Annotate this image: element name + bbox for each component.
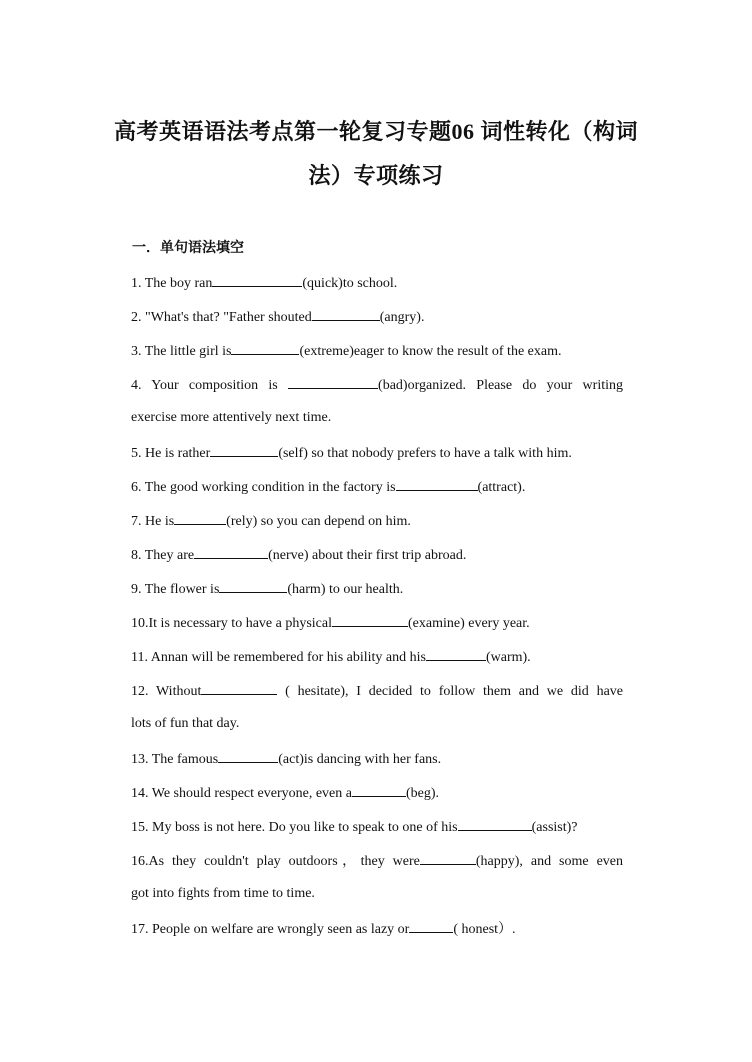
question-hint: (assist)? bbox=[531, 820, 578, 835]
question-hint: (warm). bbox=[485, 650, 531, 665]
question-hint: (happy), and some even bbox=[475, 854, 623, 869]
answer-blank[interactable] bbox=[231, 340, 299, 355]
document-title-line-2: 法）专项练习 bbox=[308, 163, 444, 188]
answer-blank[interactable] bbox=[218, 748, 278, 763]
question-text: 14. We should respect everyone, even a bbox=[131, 786, 352, 801]
question-text: 5. He is rather bbox=[131, 446, 211, 461]
question-10 bbox=[131, 612, 623, 634]
question-hint: (extreme)eager to know the result of the exam. bbox=[299, 344, 562, 359]
question-hint: ( honest）. bbox=[453, 922, 516, 937]
question-text: 16.As they couldn't play outdoors，they were bbox=[131, 854, 420, 869]
question-hint: (examine) every year. bbox=[408, 616, 530, 631]
section-heading: 一．单句语法填空 bbox=[132, 240, 244, 256]
question-text: 15. My boss is not here. Do you like to speak to one of his bbox=[131, 820, 458, 835]
answer-blank[interactable] bbox=[174, 510, 226, 525]
question-text: 4. Your composition is bbox=[131, 378, 289, 393]
question-hint: (angry). bbox=[379, 310, 425, 325]
question-8 bbox=[131, 544, 623, 566]
question-1 bbox=[131, 272, 623, 294]
question-text: 6. The good working condition in the factory is bbox=[131, 480, 396, 495]
question-6 bbox=[131, 476, 623, 498]
question-9 bbox=[131, 578, 623, 600]
question-17 bbox=[131, 918, 623, 940]
question-12-continued: lots of fun that day. bbox=[131, 716, 240, 731]
answer-blank[interactable] bbox=[210, 442, 278, 457]
question-hint: (act)is dancing with her fans. bbox=[278, 752, 442, 767]
answer-blank[interactable] bbox=[420, 850, 476, 865]
question-hint: (beg). bbox=[405, 786, 440, 801]
answer-blank[interactable] bbox=[219, 578, 287, 593]
question-text: 7. He is bbox=[131, 514, 175, 529]
question-text: 12. Without bbox=[131, 684, 202, 699]
question-12 bbox=[131, 680, 623, 702]
question-hint: (quick)to school. bbox=[302, 276, 398, 291]
question-text: 9. The flower is bbox=[131, 582, 220, 597]
question-text: 1. The boy ran bbox=[131, 276, 213, 291]
question-text: 10.It is necessary to have a physical bbox=[131, 616, 332, 631]
question-11 bbox=[131, 646, 623, 668]
question-hint: (nerve) about their first trip abroad. bbox=[268, 548, 467, 563]
question-16-continued: got into fights from time to time. bbox=[131, 886, 315, 901]
question-13 bbox=[131, 748, 623, 770]
question-text: 17. People on welfare are wrongly seen as lazy or bbox=[131, 922, 410, 937]
answer-blank[interactable] bbox=[352, 782, 406, 797]
question-text: 2. "What's that? "Father shouted bbox=[131, 310, 312, 325]
question-hint: (rely) so you can depend on him. bbox=[226, 514, 411, 529]
question-16 bbox=[131, 850, 623, 872]
answer-blank[interactable] bbox=[212, 272, 302, 287]
question-hint: (self) so that nobody prefers to have a talk with him. bbox=[278, 446, 572, 461]
question-hint: (harm) to our health. bbox=[287, 582, 404, 597]
question-15 bbox=[131, 816, 623, 838]
answer-blank[interactable] bbox=[288, 374, 378, 389]
question-text: 3. The little girl is bbox=[131, 344, 232, 359]
answer-blank[interactable] bbox=[426, 646, 486, 661]
document-title-line-1: 高考英语语法考点第一轮复习专题06 词性转化（构词 bbox=[113, 119, 638, 144]
answer-blank[interactable] bbox=[201, 680, 277, 695]
question-hint: (bad)organized. Please do your writing bbox=[378, 378, 623, 393]
question-3 bbox=[131, 340, 623, 362]
question-hint: (attract). bbox=[477, 480, 526, 495]
question-text: 8. They are bbox=[131, 548, 195, 563]
answer-blank[interactable] bbox=[458, 816, 532, 831]
question-5 bbox=[131, 442, 623, 464]
question-text: 13. The famous bbox=[131, 752, 219, 767]
question-2 bbox=[131, 306, 623, 328]
question-4-continued: exercise more attentively next time. bbox=[131, 410, 332, 425]
answer-blank[interactable] bbox=[312, 306, 380, 321]
question-7 bbox=[131, 510, 623, 532]
answer-blank[interactable] bbox=[332, 612, 408, 627]
question-text: 11. Annan will be remembered for his ability and his bbox=[131, 650, 426, 665]
question-14 bbox=[131, 782, 623, 804]
question-4 bbox=[131, 374, 623, 396]
answer-blank[interactable] bbox=[409, 918, 453, 933]
answer-blank[interactable] bbox=[194, 544, 268, 559]
question-hint: ( hesitate), I decided to follow them and we did have bbox=[277, 684, 623, 699]
answer-blank[interactable] bbox=[396, 476, 478, 491]
